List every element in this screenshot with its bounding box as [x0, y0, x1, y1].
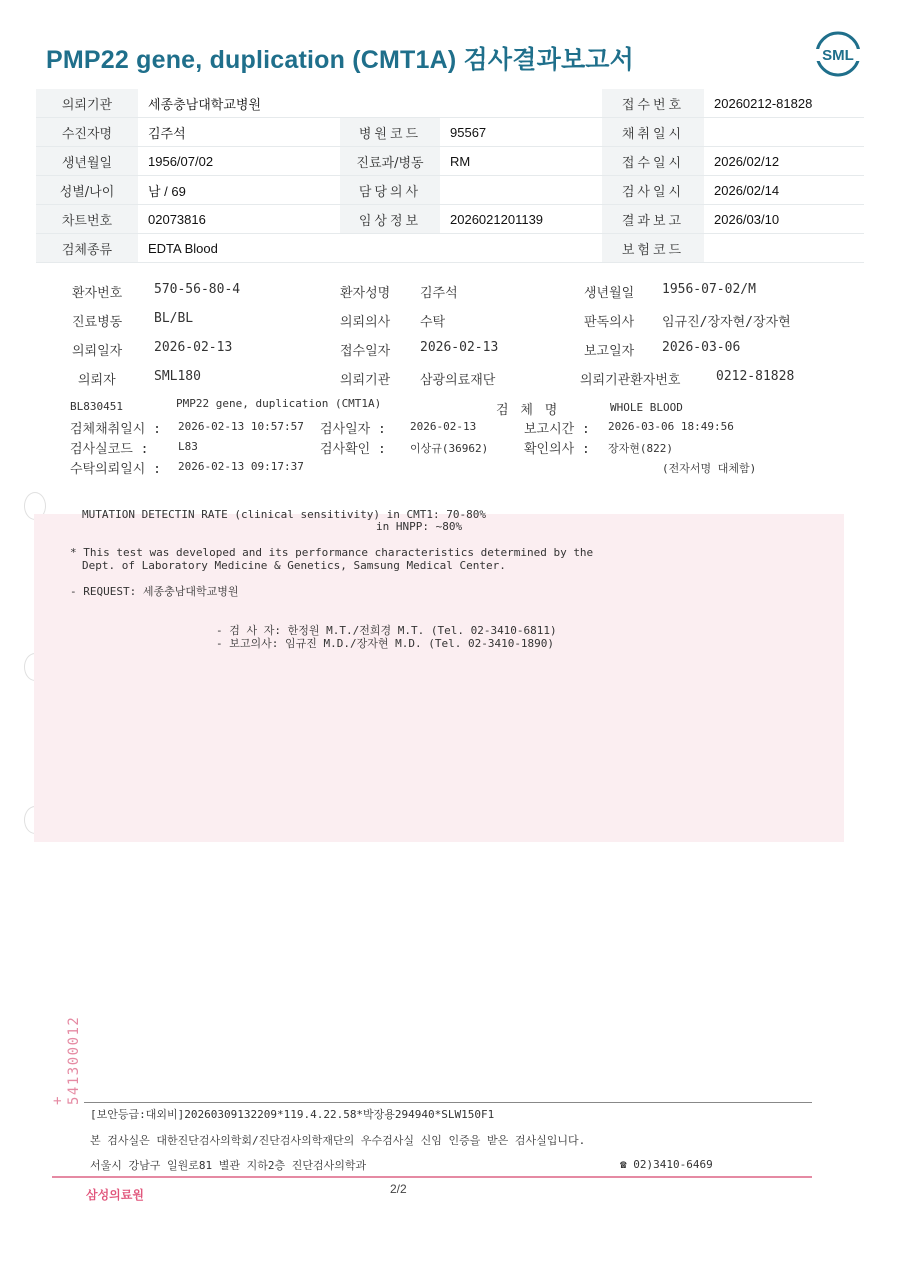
hospital-code-value: 95567 [440, 118, 602, 147]
scan-label: 진료병동 [72, 315, 123, 330]
scan-value: BL/BL [154, 311, 194, 326]
dept-label: 진료과/병동 [340, 147, 440, 176]
header-table [36, 89, 864, 263]
scan-label: 접수일자 [340, 344, 391, 359]
scan-value: 수탁 [420, 315, 446, 330]
institution-label: 의뢰기관 [36, 89, 138, 118]
insurance-value [704, 234, 864, 263]
report-date-label: 결과보고 [602, 205, 704, 234]
sml-logo [814, 30, 862, 78]
scan-value: 임규진/장자현/장자현 [662, 315, 791, 330]
scan-label: 보고시간 : [524, 422, 590, 437]
receipt-no-value: 20260212-81828 [704, 89, 864, 118]
scan-label: 의뢰자 [78, 373, 116, 388]
chart-no-value: 02073816 [138, 205, 340, 234]
request-line: - REQUEST: 세종충남대학교병원 [70, 585, 239, 598]
scan-label: 검사실코드 : [70, 442, 149, 457]
scan-value: 이상규(36962) [410, 442, 489, 455]
receipt-date-value: 2026/02/12 [704, 147, 864, 176]
note-line-2: Dept. of Laboratory Medicine & Genetics, Samsung Medical Center. [82, 559, 506, 572]
specimen-value: EDTA Blood [138, 234, 602, 263]
scan-value: 2026-02-13 [154, 340, 233, 355]
scan-label: 환자성명 [340, 286, 391, 301]
scan-value: 2026-02-13 [410, 420, 477, 433]
scan-value: 2026-02-13 09:17:37 [178, 460, 304, 473]
dob-value: 1956/07/02 [138, 147, 340, 176]
scan-label: 판독의사 [584, 315, 635, 330]
sex-age-value: 남 / 69 [138, 176, 340, 205]
page-number: 2/2 [390, 1182, 407, 1196]
scan-value: 김주석 [420, 286, 458, 301]
scan-value: L83 [178, 440, 198, 453]
footer-divider [84, 1102, 812, 1103]
patient-value: 김주석 [138, 118, 340, 147]
scan-label: 수탁의뢰일시 : [70, 462, 162, 477]
insurance-label: 보험코드 [602, 234, 704, 263]
dept-value: RM [440, 147, 602, 176]
collect-date-label: 채취일시 [602, 118, 704, 147]
test-name: PMP22 gene, duplication (CMT1A) [176, 397, 382, 410]
sex-age-label: 성별/나이 [36, 176, 138, 205]
doctor-value [440, 176, 602, 205]
scan-label: 검체채취일시 : [70, 422, 162, 437]
clinical-label: 임상정보 [340, 205, 440, 234]
scan-label: 의뢰일자 [72, 344, 123, 359]
tester-line: - 검 사 자: 한정원 M.T./전희경 M.T. (Tel. 02-3410-6811) [216, 624, 557, 637]
scan-label: 환자번호 [72, 286, 123, 301]
electronic-signature-note: (전자서명 대체함) [662, 462, 757, 475]
collect-date-value [704, 118, 864, 147]
scan-label: 생년월일 [584, 286, 635, 301]
doctor-label: 담당의사 [340, 176, 440, 205]
scan-value: 삼광의료재단 [420, 373, 496, 388]
reporter-line: - 보고의사: 임규진 M.D./장자현 M.D. (Tel. 02-3410-1890) [216, 637, 555, 650]
scan-label: 검사일자 : [320, 422, 386, 437]
institution-value: 세종충남대학교병원 [138, 89, 602, 118]
clinical-value: 2026021201139 [440, 205, 602, 234]
hospital-name: 삼성의료원 [86, 1188, 144, 1202]
report-title: PMP22 gene, duplication (CMT1A) 검사결과보고서 [46, 46, 634, 74]
scan-value: SML180 [154, 369, 201, 384]
report-date-value: 2026/03/10 [704, 205, 864, 234]
address-line: 서울시 강남구 일원로81 별관 지하2층 진단검사의학과 [90, 1159, 367, 1172]
test-date-label: 검사일시 [602, 176, 704, 205]
specimen-name-label: 검 체 명 [496, 403, 560, 418]
scan-label: 보고일자 [584, 344, 635, 359]
certification-line: 본 검사실은 대한진단검사의학회/진단검사의학재단의 우수검사실 신임 인증을 받은 검사실입니다. [90, 1134, 586, 1147]
chart-no-label: 차트번호 [36, 205, 138, 234]
scan-label: 확인의사 : [524, 442, 590, 457]
receipt-date-label: 접수일시 [602, 147, 704, 176]
scan-value: 2026-02-13 10:57:57 [178, 420, 304, 433]
scan-value: 2026-03-06 [662, 340, 741, 355]
detection-rate-line: MUTATION DETECTIN RATE (clinical sensitivity) in CMT1: 70-80% [82, 508, 486, 521]
dob-label: 생년월일 [36, 147, 138, 176]
scan-value: 0212-81828 [716, 369, 795, 384]
test-date-value: 2026/02/14 [704, 176, 864, 205]
scan-label: 검사확인 : [320, 442, 386, 457]
detection-rate-hnpp: in HNPP: ~80% [376, 520, 463, 533]
phone-line: ☎ 02)3410-6469 [620, 1158, 713, 1171]
note-line-1: * This test was developed and its performance characteristics determined by the [70, 546, 594, 559]
specimen-label: 검체종류 [36, 234, 138, 263]
svg-text:SML: SML [822, 47, 854, 64]
scan-value: 2026-02-13 [420, 340, 499, 355]
scan-label: 의뢰기관 [340, 373, 391, 388]
security-line: [보안등급:대외비]20260309132209*119.4.22.58*박장용294940*SLW150F1 [90, 1108, 495, 1121]
test-code: BL830451 [70, 400, 123, 413]
scan-value: 1956-07-02/M [662, 282, 756, 297]
receipt-no-label: 접수번호 [602, 89, 704, 118]
scan-value: 장자현(822) [608, 442, 673, 455]
footer-pink-line [52, 1176, 812, 1178]
hospital-code-label: 병원코드 [340, 118, 440, 147]
specimen-name-value: WHOLE BLOOD [610, 401, 683, 414]
scan-label: 의뢰의사 [340, 315, 391, 330]
vertical-serial-number: + 541300012 [50, 1015, 82, 1105]
scan-label: 의뢰기관환자번호 [580, 373, 681, 388]
scan-value: 570-56-80-4 [154, 282, 241, 297]
patient-label: 수진자명 [36, 118, 138, 147]
scan-value: 2026-03-06 18:49:56 [608, 420, 734, 433]
